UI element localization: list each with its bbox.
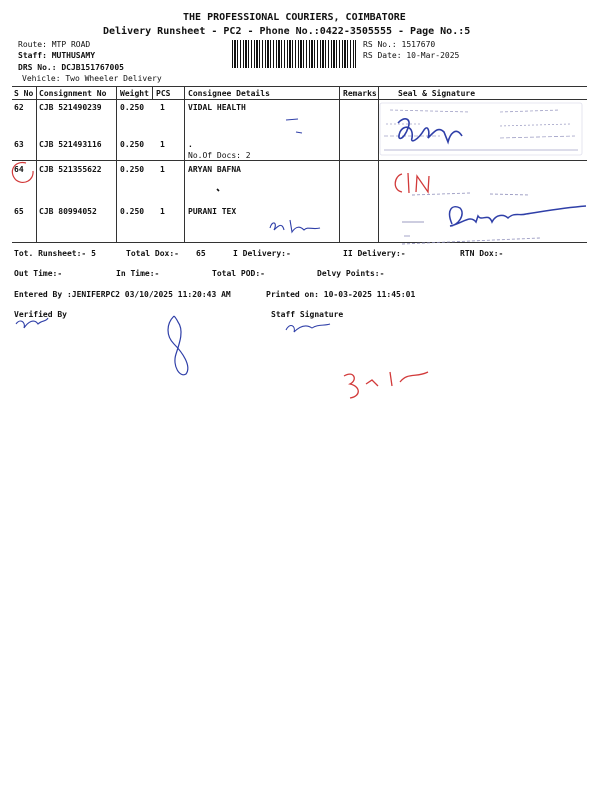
ii-delivery: II Delivery:- [343, 249, 406, 258]
red-scribble [344, 372, 428, 398]
col-header-seal-signature: Seal & Signature [398, 89, 476, 98]
red-circle-mark [12, 163, 33, 183]
printed-on: Printed on: 10-03-2025 11:45:01 [266, 290, 416, 299]
row-consignment: CJB 80994052 [39, 207, 97, 216]
col-header-pcs: PCS [156, 89, 171, 98]
rs-number: RS No.: 1517670 [363, 40, 436, 49]
total-pod: Total POD:- [212, 269, 265, 278]
delvy-points: Delvy Points:- [317, 269, 385, 278]
col-header-consignee: Consignee Details [188, 89, 270, 98]
col-header-remarks: Remarks [343, 89, 377, 98]
col-header-weight: Weight [120, 89, 149, 98]
row-weight: 0.250 [120, 207, 145, 216]
row-consignee: ARYAN BAFNA [188, 165, 241, 174]
row-consignment: CJB 521490239 [39, 103, 102, 112]
blue-loop-mark [168, 316, 188, 375]
row-consignment: CJB 521493116 [39, 140, 102, 149]
row-sno: 64 [14, 165, 24, 174]
runsheet-subtitle: Delivery Runsheet - PC2 - Phone No.:0422-3505555 - Page No.:5 [103, 26, 471, 37]
row-weight: 0.250 [120, 103, 145, 112]
row-weight: 0.250 [120, 165, 145, 174]
verified-signature [16, 318, 48, 328]
row-consignee: . [188, 140, 193, 149]
staff-signature-scribble [286, 324, 330, 332]
row-sno: 63 [14, 140, 24, 149]
handwritten-note-row-65 [270, 220, 320, 232]
row-weight: 0.250 [120, 140, 145, 149]
route-label: Route: MTP ROAD [18, 40, 91, 49]
rtn-dox: RTN Dox:- [460, 249, 504, 258]
out-time: Out Time:- [14, 269, 63, 278]
entered-by: Entered By :JENIFERPC2 03/10/2025 11:20:43 AM [14, 290, 231, 299]
row-docs-note: No.Of Docs: 2 [188, 151, 251, 160]
row-consignee: VIDAL HEALTH [188, 103, 246, 112]
row-pcs: 1 [160, 140, 165, 149]
total-dox-value: 65 [196, 249, 206, 258]
row-sno: 62 [14, 103, 24, 112]
staff-label: Staff: MUTHUSAMY [18, 51, 96, 60]
signature-row-65 [450, 206, 586, 226]
row-consignment: CJB 521355622 [39, 165, 102, 174]
red-note-cin [395, 173, 429, 193]
drs-label: DRS No.: DCJB151767005 [18, 63, 124, 72]
tot-runsheet: Tot. Runsheet:- 5 [14, 249, 96, 258]
total-dox-label: Total Dox:- [126, 249, 179, 258]
col-header-consignment: Consignment No [39, 89, 107, 98]
signature-row-62 [398, 119, 462, 142]
i-delivery: I Delivery:- [233, 249, 291, 258]
rs-date: RS Date: 10-Mar-2025 [363, 51, 460, 60]
row-pcs: 1 [160, 207, 165, 216]
row-sno: 65 [14, 207, 24, 216]
col-header-sno: S No [14, 89, 34, 98]
company-title: THE PROFESSIONAL COURIERS, COIMBATORE [183, 12, 406, 23]
row-consignee: PURANI TEX [188, 207, 237, 216]
row-pcs: 1 [160, 103, 165, 112]
vehicle-label: Vehicle: Two Wheeler Delivery [22, 74, 162, 83]
staff-signature-label: Staff Signature [271, 310, 344, 319]
row-pcs: 1 [160, 165, 165, 174]
in-time: In Time:- [116, 269, 160, 278]
verified-by-label: Verified By [14, 310, 67, 319]
